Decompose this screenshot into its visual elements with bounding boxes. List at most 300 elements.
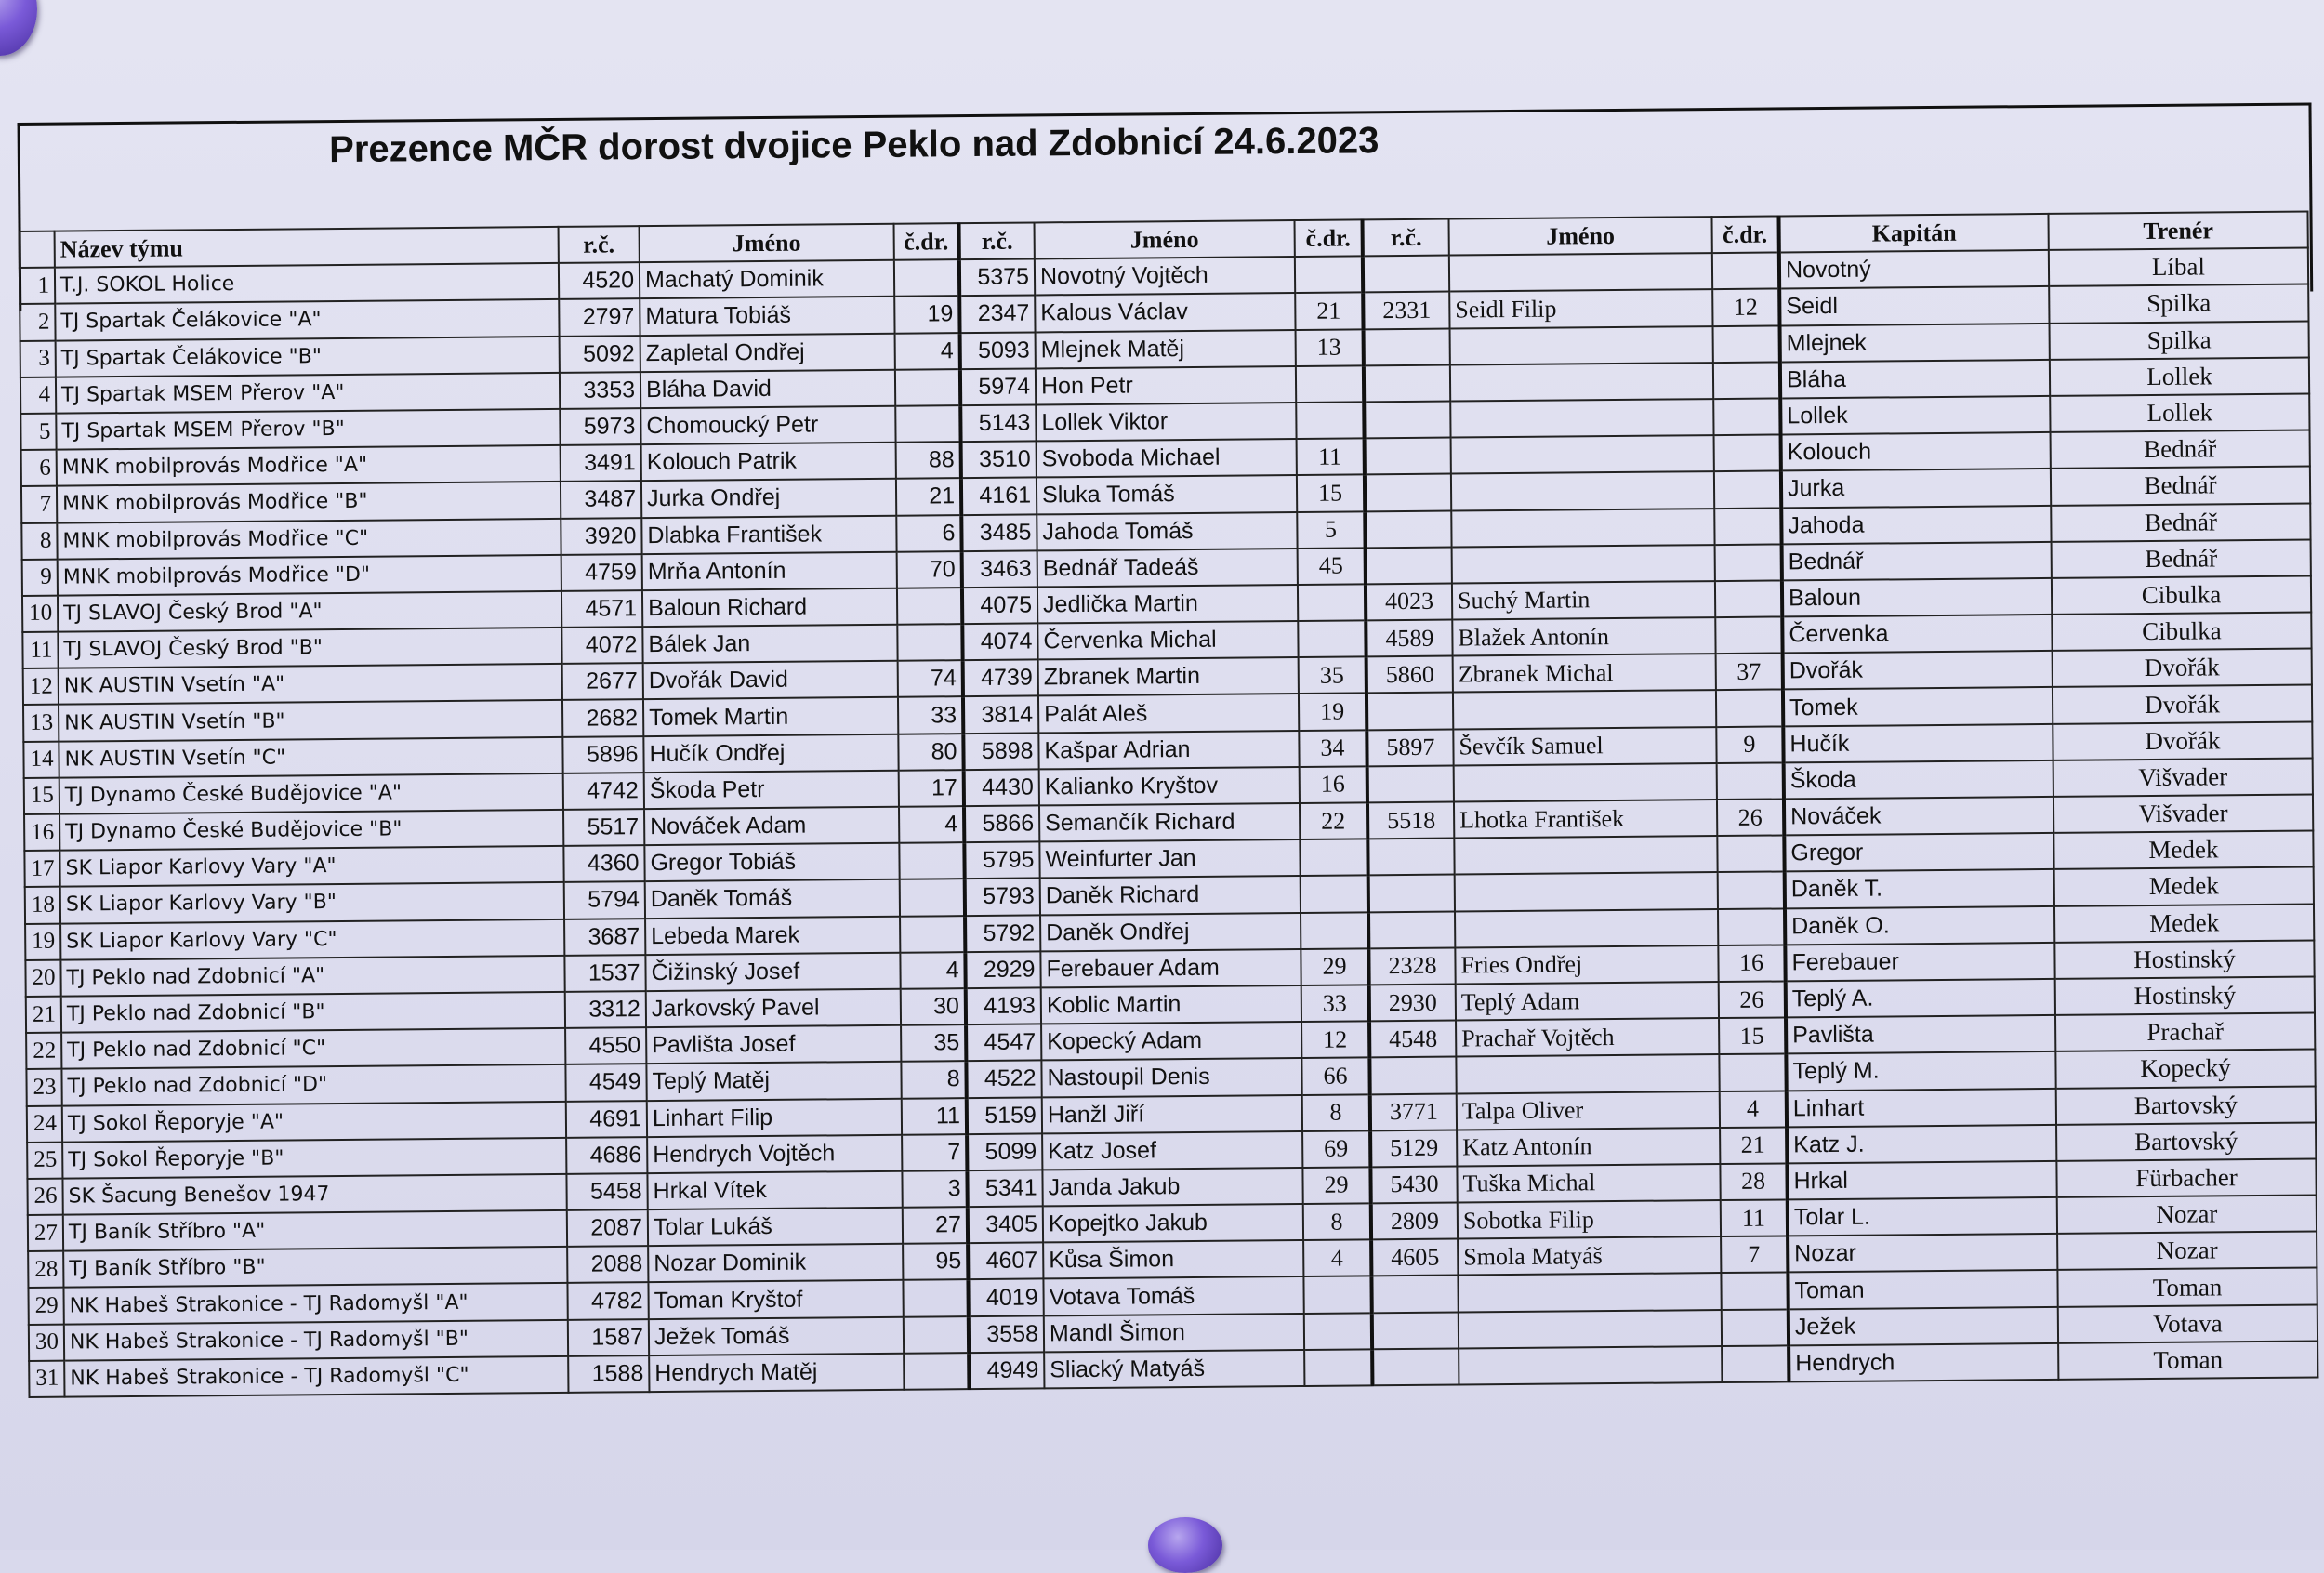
coach-cell: Hostinský — [2055, 976, 2315, 1015]
team-name-cell: SK Liapor Karlovy Vary "C" — [60, 919, 564, 959]
player2-name-cell: Bednář Tadeáš — [1037, 549, 1298, 588]
player3-rc-cell — [1366, 547, 1452, 584]
player2-rc-cell: 3463 — [962, 550, 1037, 588]
player3-name-cell — [1449, 253, 1712, 292]
player2-rc-cell: 5898 — [963, 733, 1038, 770]
player3-name-cell: Teplý Adam — [1456, 982, 1719, 1021]
player3-name-cell — [1455, 909, 1718, 948]
player2-rc-cell: 4019 — [968, 1279, 1043, 1316]
row-number-cell: 4 — [20, 377, 56, 414]
coach-cell: Višvader — [2053, 758, 2313, 797]
player3-rc-cell — [1367, 693, 1453, 730]
player3-rc-cell — [1372, 1312, 1459, 1349]
player1-rc-cell: 4782 — [567, 1283, 648, 1320]
player2-rc-cell: 4547 — [966, 1024, 1041, 1062]
player1-name-cell: Gregor Tobiáš — [644, 843, 899, 882]
header-cdr1: č.dr. — [894, 223, 959, 260]
player2-name-cell: Sliacký Matyáš — [1044, 1350, 1304, 1389]
row-number-cell: 29 — [28, 1288, 63, 1325]
player2-name-cell: Kopecký Adam — [1041, 1022, 1301, 1061]
player1-rc-cell: 4759 — [561, 554, 642, 591]
team-name-cell: TJ Spartak Čelákovice "B" — [56, 336, 560, 377]
player2-cdr-cell: 5 — [1297, 511, 1365, 549]
row-number-cell: 14 — [23, 741, 59, 778]
coach-cell: Nozar — [2057, 1196, 2317, 1235]
player2-rc-cell: 5093 — [960, 332, 1036, 369]
player1-name-cell: Daněk Tomáš — [645, 879, 900, 919]
captain-cell: Ježek — [1789, 1307, 2058, 1346]
row-number-cell: 20 — [25, 959, 60, 997]
coach-cell: Višvader — [2053, 794, 2313, 833]
player3-name-cell: Katz Antonín — [1457, 1128, 1720, 1167]
coach-cell: Bednář — [2051, 503, 2310, 542]
row-number-cell: 8 — [21, 522, 57, 560]
player1-rc-cell: 3353 — [560, 372, 640, 409]
player1-name-cell: Chomoucký Petr — [640, 406, 895, 445]
player2-name-cell: Kopejtko Jakub — [1043, 1204, 1303, 1243]
player2-cdr-cell — [1303, 1276, 1371, 1314]
player1-cdr-cell — [895, 405, 960, 443]
player2-name-cell: Hon Petr — [1036, 366, 1296, 405]
player1-name-cell: Bláha David — [640, 370, 895, 409]
player1-rc-cell: 4072 — [561, 627, 642, 664]
player1-name-cell: Teplý Matěj — [646, 1062, 901, 1101]
player3-cdr-cell: 9 — [1716, 726, 1783, 763]
captain-cell: Ferebauer — [1785, 943, 2054, 982]
coach-cell: Bednář — [2051, 467, 2310, 506]
player3-name-cell: Blažek Antonín — [1452, 617, 1715, 656]
player2-cdr-cell: 8 — [1303, 1203, 1371, 1240]
header-name2: Jméno — [1035, 220, 1295, 259]
player1-cdr-cell — [899, 842, 964, 879]
team-name-cell: TJ Spartak Čelákovice "A" — [55, 299, 559, 340]
player1-rc-cell: 4571 — [561, 590, 642, 628]
player3-cdr-cell: 11 — [1721, 1199, 1788, 1236]
player2-name-cell: Kůsa Šimon — [1043, 1240, 1303, 1279]
team-name-cell: NK AUSTIN Vsetín "B" — [59, 700, 562, 741]
player2-rc-cell: 3405 — [968, 1206, 1043, 1243]
player3-rc-cell: 5518 — [1367, 802, 1454, 839]
player3-name-cell — [1450, 363, 1713, 402]
team-name-cell: TJ Baník Stříbro "A" — [63, 1210, 567, 1251]
player2-rc-cell: 5792 — [965, 915, 1040, 952]
player1-cdr-cell: 70 — [897, 551, 962, 588]
player1-cdr-cell: 80 — [898, 734, 963, 771]
player1-rc-cell: 5458 — [566, 1173, 647, 1210]
player2-cdr-cell — [1295, 257, 1363, 294]
team-name-cell: NK AUSTIN Vsetín "A" — [59, 664, 562, 705]
row-number-cell: 7 — [21, 486, 57, 523]
player2-name-cell: Mandl Šimon — [1044, 1314, 1304, 1353]
captain-cell: Katz J. — [1787, 1125, 2056, 1164]
player2-rc-cell: 5974 — [960, 368, 1036, 405]
player3-cdr-cell — [1717, 836, 1784, 873]
captain-cell: Dvořák — [1783, 651, 2053, 690]
player1-rc-cell: 5517 — [563, 809, 644, 846]
player2-name-cell: Jedlička Martin — [1037, 585, 1298, 624]
player3-rc-cell: 2328 — [1368, 947, 1455, 985]
player2-cdr-cell — [1304, 1313, 1372, 1350]
captain-cell: Kolouch — [1781, 432, 2051, 471]
player2-rc-cell: 5866 — [964, 805, 1039, 842]
coach-cell: Medek — [2054, 904, 2314, 943]
player2-rc-cell: 4739 — [963, 660, 1038, 697]
captain-cell: Hrkal — [1787, 1161, 2056, 1200]
player2-name-cell: Nastoupil Denis — [1041, 1058, 1301, 1097]
player1-rc-cell: 3487 — [561, 481, 641, 518]
player3-name-cell: Tuška Michal — [1457, 1164, 1720, 1203]
player2-rc-cell: 5375 — [959, 259, 1035, 297]
player1-name-cell: Zapletal Ondřej — [640, 333, 895, 372]
header-name1: Jméno — [640, 224, 894, 263]
row-number-cell: 10 — [22, 596, 58, 633]
player3-name-cell — [1450, 399, 1713, 438]
coach-cell: Bartovský — [2056, 1122, 2316, 1161]
captain-cell: Lollek — [1780, 396, 2050, 435]
player3-rc-cell — [1363, 256, 1449, 293]
player3-name-cell: Smola Matyáš — [1458, 1236, 1721, 1276]
player3-rc-cell: 2331 — [1363, 292, 1449, 329]
player1-cdr-cell: 33 — [898, 697, 963, 734]
coach-cell: Dvořák — [2053, 649, 2312, 688]
player2-rc-cell: 4075 — [962, 587, 1037, 624]
player3-name-cell: Suchý Martin — [1452, 581, 1715, 620]
player3-cdr-cell: 7 — [1721, 1236, 1788, 1274]
player2-cdr-cell — [1301, 912, 1368, 949]
captain-cell: Bláha — [1780, 360, 2050, 399]
player3-name-cell — [1454, 836, 1717, 875]
player3-rc-cell: 2930 — [1369, 984, 1456, 1021]
player2-name-cell: Koblic Martin — [1041, 985, 1301, 1024]
row-number-cell: 23 — [26, 1069, 61, 1106]
header-index — [20, 231, 55, 269]
player2-cdr-cell — [1296, 365, 1364, 403]
player3-cdr-cell — [1713, 362, 1780, 399]
header-cdr2: č.dr. — [1295, 219, 1363, 257]
header-coach: Trenér — [2048, 211, 2307, 250]
player3-name-cell — [1459, 1346, 1722, 1385]
team-name-cell: TJ Peklo nad Zdobnicí "C" — [61, 1028, 565, 1069]
player1-rc-cell: 2682 — [562, 700, 643, 737]
table-body — [20, 248, 2318, 1397]
captain-cell: Teplý M. — [1786, 1051, 2055, 1091]
player1-cdr-cell — [900, 916, 965, 953]
player1-cdr-cell: 30 — [901, 988, 966, 1025]
player1-name-cell: Škoda Petr — [644, 771, 899, 810]
player3-name-cell: Talpa Oliver — [1457, 1091, 1720, 1130]
player3-name-cell — [1454, 763, 1717, 802]
player2-rc-cell: 3814 — [963, 696, 1038, 734]
player1-rc-cell: 2677 — [562, 663, 643, 700]
player2-cdr-cell: 29 — [1301, 948, 1368, 985]
player2-name-cell: Kašpar Adrian — [1038, 731, 1299, 770]
player1-cdr-cell: 74 — [898, 660, 963, 697]
header-team: Název týmu — [55, 227, 559, 268]
team-name-cell: SK Liapor Karlovy Vary "A" — [59, 846, 563, 887]
player1-rc-cell: 4742 — [563, 773, 644, 810]
player3-cdr-cell — [1714, 471, 1781, 509]
coach-cell: Spilka — [2050, 321, 2309, 360]
player3-cdr-cell — [1722, 1345, 1789, 1382]
coach-cell: Lollek — [2050, 393, 2309, 432]
header-cdr3: č.dr. — [1711, 216, 1778, 253]
player1-name-cell: Hendrych Vojtěch — [647, 1134, 902, 1173]
player2-rc-cell: 5159 — [967, 1097, 1042, 1134]
player1-rc-cell: 4550 — [565, 1027, 646, 1064]
player2-name-cell: Lollek Viktor — [1036, 403, 1296, 442]
player1-rc-cell: 5794 — [564, 882, 645, 919]
player1-name-cell: Nováček Adam — [644, 807, 899, 846]
coach-cell: Dvořák — [2053, 721, 2312, 760]
player3-name-cell — [1452, 545, 1715, 584]
player1-cdr-cell — [904, 1316, 969, 1354]
player1-rc-cell: 4360 — [563, 845, 644, 882]
player1-name-cell: Tomek Martin — [643, 697, 898, 736]
player1-name-cell: Tolar Lukáš — [648, 1208, 903, 1247]
player2-name-cell: Mlejnek Matěj — [1036, 330, 1296, 369]
player2-cdr-cell: 35 — [1299, 657, 1367, 694]
coach-cell: Toman — [2058, 1341, 2317, 1380]
player1-cdr-cell — [904, 1353, 969, 1390]
player3-name-cell — [1455, 872, 1718, 911]
player3-rc-cell: 5860 — [1367, 656, 1453, 694]
player1-name-cell: Hendrych Matěj — [649, 1354, 904, 1393]
player1-cdr-cell: 11 — [902, 1098, 967, 1135]
player2-cdr-cell — [1304, 1349, 1372, 1386]
player1-name-cell: Jurka Ondřej — [641, 479, 896, 518]
captain-cell: Hendrych — [1789, 1343, 2058, 1382]
team-name-cell: TJ Sokol Řeporyje "B" — [62, 1138, 566, 1179]
player2-name-cell: Daněk Richard — [1040, 876, 1301, 915]
captain-cell: Gregor — [1784, 833, 2053, 872]
player3-rc-cell — [1368, 875, 1455, 912]
player2-name-cell: Votava Tomáš — [1043, 1276, 1303, 1315]
player3-name-cell — [1451, 435, 1714, 474]
player3-rc-cell: 3771 — [1370, 1093, 1457, 1130]
team-name-cell: SK Šacung Benešov 1947 — [62, 1174, 566, 1215]
player3-cdr-cell: 16 — [1718, 945, 1785, 982]
player3-cdr-cell: 28 — [1720, 1163, 1787, 1200]
row-number-cell: 21 — [26, 997, 61, 1034]
player1-rc-cell: 3491 — [561, 444, 641, 482]
player3-cdr-cell: 21 — [1720, 1127, 1787, 1164]
player2-cdr-cell: 19 — [1299, 694, 1367, 731]
team-name-cell: MNK mobilprovás Modřice "C" — [57, 518, 561, 559]
header-name3: Jméno — [1449, 217, 1712, 256]
player2-rc-cell: 3485 — [961, 514, 1037, 551]
team-name-cell: TJ Dynamo České Budějovice "A" — [59, 773, 563, 814]
captain-cell: Daněk T. — [1785, 869, 2054, 908]
team-name-cell: NK Habeš Strakonice - TJ Radomyšl "B" — [64, 1320, 568, 1361]
header-rc3: r.č. — [1363, 219, 1449, 257]
player2-cdr-cell: 69 — [1302, 1130, 1370, 1168]
captain-cell: Jahoda — [1781, 505, 2051, 544]
player2-rc-cell: 4193 — [966, 987, 1041, 1024]
player3-rc-cell — [1369, 1057, 1456, 1094]
player3-cdr-cell — [1718, 908, 1785, 945]
player2-cdr-cell: 11 — [1297, 438, 1365, 475]
player3-cdr-cell — [1715, 617, 1782, 654]
player1-cdr-cell: 17 — [899, 770, 964, 807]
team-name-cell: NK Habeš Strakonice - TJ Radomyšl "A" — [63, 1283, 567, 1324]
player2-rc-cell: 5341 — [967, 1170, 1042, 1207]
row-number-cell: 30 — [29, 1324, 64, 1361]
player1-cdr-cell: 3 — [902, 1170, 967, 1208]
row-number-cell: 17 — [24, 851, 59, 888]
row-number-cell: 13 — [23, 705, 59, 742]
row-number-cell: 15 — [24, 777, 59, 814]
row-number-cell: 18 — [25, 887, 60, 924]
player2-cdr-cell: 15 — [1297, 475, 1365, 512]
player3-cdr-cell: 12 — [1712, 289, 1779, 326]
captain-cell: Nozar — [1788, 1234, 2057, 1273]
player1-name-cell: Hučík Ondřej — [643, 734, 898, 773]
row-number-cell: 16 — [24, 814, 59, 852]
player2-cdr-cell: 12 — [1301, 1021, 1369, 1058]
player1-name-cell: Mrňa Antonín — [642, 551, 897, 590]
player3-rc-cell — [1365, 474, 1451, 511]
player1-rc-cell: 5092 — [560, 336, 640, 373]
player3-name-cell — [1451, 471, 1714, 510]
captain-cell: Pavlišta — [1786, 1015, 2055, 1054]
captain-cell: Tolar L. — [1788, 1197, 2057, 1236]
player2-name-cell: Sluka Tomáš — [1037, 475, 1297, 514]
player2-rc-cell: 4949 — [969, 1352, 1044, 1389]
player1-cdr-cell: 35 — [901, 1024, 966, 1062]
player3-name-cell: Ševčík Samuel — [1453, 727, 1716, 766]
player3-name-cell — [1451, 509, 1714, 548]
player2-cdr-cell: 21 — [1295, 293, 1363, 330]
player2-rc-cell: 4161 — [961, 478, 1037, 515]
player2-cdr-cell: 33 — [1301, 985, 1369, 1022]
player1-cdr-cell — [900, 879, 965, 917]
coach-cell: Medek — [2053, 831, 2313, 870]
player1-cdr-cell: 88 — [896, 442, 961, 479]
player3-rc-cell: 5430 — [1370, 1166, 1457, 1203]
page-title: Prezence MČR dorost dvojice Peklo nad Zdobnicí 24.6.2023 — [328, 120, 1380, 171]
player3-cdr-cell: 37 — [1716, 654, 1783, 691]
player1-name-cell: Čižinský Josef — [645, 952, 900, 991]
player2-name-cell: Weinfurter Jan — [1039, 839, 1300, 879]
player3-rc-cell — [1367, 765, 1454, 802]
player1-cdr-cell: 7 — [902, 1134, 967, 1171]
player3-name-cell: Zbranek Michal — [1453, 654, 1716, 693]
captain-cell: Toman — [1788, 1270, 2057, 1309]
player2-rc-cell: 4430 — [964, 769, 1039, 806]
attendance-sheet — [17, 46, 2317, 1392]
captain-cell: Mlejnek — [1780, 323, 2050, 362]
player1-name-cell: Linhart Filip — [647, 1098, 902, 1137]
row-number-cell: 26 — [27, 1178, 62, 1215]
player3-cdr-cell — [1713, 398, 1780, 435]
row-number-cell: 22 — [26, 1033, 61, 1070]
player2-cdr-cell: 29 — [1302, 1167, 1370, 1204]
player3-rc-cell — [1364, 401, 1450, 438]
captain-cell: Červenka — [1782, 615, 2052, 654]
captain-cell: Nováček — [1784, 797, 2053, 836]
player3-name-cell: Seidl Filip — [1449, 289, 1712, 328]
player3-cdr-cell: 4 — [1720, 1091, 1787, 1128]
player3-rc-cell: 4589 — [1366, 620, 1452, 657]
player2-name-cell: Hanžl Jiří — [1042, 1094, 1302, 1133]
captain-cell: Daněk O. — [1785, 905, 2054, 945]
coach-cell: Líbal — [2049, 248, 2308, 287]
player3-rc-cell — [1368, 911, 1455, 948]
header-rc1: r.č. — [559, 226, 640, 263]
player1-cdr-cell: 8 — [901, 1061, 966, 1098]
player3-cdr-cell: 15 — [1719, 1018, 1786, 1055]
player1-name-cell: Bálek Jan — [642, 625, 897, 664]
player3-cdr-cell — [1716, 690, 1783, 727]
player2-cdr-cell: 45 — [1298, 548, 1366, 585]
player2-rc-cell: 4522 — [966, 1061, 1041, 1098]
row-number-cell: 2 — [20, 304, 55, 341]
player2-name-cell: Červenka Michal — [1037, 621, 1298, 660]
player3-cdr-cell — [1717, 762, 1784, 800]
player2-cdr-cell — [1298, 584, 1366, 621]
captain-cell: Hučík — [1783, 724, 2053, 763]
team-name-cell: TJ Dynamo České Budějovice "B" — [59, 810, 563, 851]
player1-rc-cell: 2088 — [567, 1246, 648, 1283]
player1-cdr-cell: 6 — [896, 515, 961, 552]
player3-cdr-cell — [1721, 1273, 1788, 1310]
coach-cell: Hostinský — [2054, 940, 2314, 979]
player3-rc-cell — [1364, 328, 1450, 365]
row-number-cell: 9 — [22, 559, 58, 596]
player1-cdr-cell — [895, 369, 960, 406]
team-name-cell: MNK mobilprovás Modřice "D" — [58, 555, 561, 596]
coach-cell: Spilka — [2049, 284, 2308, 324]
captain-cell: Tomek — [1783, 687, 2053, 726]
coach-cell: Nozar — [2057, 1232, 2317, 1271]
player3-rc-cell: 4548 — [1369, 1021, 1456, 1058]
captain-cell: Jurka — [1781, 469, 2051, 508]
player2-name-cell: Palát Aleš — [1038, 694, 1299, 733]
row-number-cell: 24 — [27, 1105, 62, 1143]
player3-name-cell — [1456, 1054, 1719, 1093]
row-number-cell: 11 — [22, 632, 58, 669]
player1-cdr-cell: 27 — [903, 1207, 968, 1244]
team-name-cell: NK AUSTIN Vsetín "C" — [59, 737, 562, 778]
player2-name-cell: Kalous Václav — [1035, 293, 1295, 332]
team-name-cell: TJ Peklo nad Zdobnicí "A" — [60, 956, 564, 997]
player3-name-cell: Fries Ondřej — [1455, 945, 1718, 985]
player3-rc-cell: 4023 — [1366, 583, 1452, 620]
player2-name-cell: Novotný Vojtěch — [1035, 257, 1295, 296]
player1-rc-cell: 5973 — [560, 408, 640, 445]
player2-rc-cell: 3510 — [961, 442, 1037, 479]
row-number-cell: 3 — [20, 340, 56, 377]
coach-cell: Lollek — [2050, 357, 2309, 396]
player1-name-cell: Dvořák David — [643, 661, 898, 700]
player3-cdr-cell — [1714, 508, 1781, 545]
row-number-cell: 5 — [20, 414, 56, 451]
coach-cell: Bednář — [2051, 430, 2310, 469]
player1-rc-cell: 4520 — [559, 262, 640, 299]
player3-name-cell: Prachař Vojtěch — [1456, 1018, 1719, 1057]
coach-cell: Fürbacher — [2056, 1158, 2316, 1197]
player2-cdr-cell — [1301, 876, 1368, 913]
player2-name-cell: Jahoda Tomáš — [1037, 511, 1297, 550]
player1-cdr-cell — [903, 1280, 968, 1317]
player1-cdr-cell: 4 — [895, 333, 960, 370]
player1-name-cell: Lebeda Marek — [645, 916, 900, 955]
player2-cdr-cell — [1298, 620, 1366, 657]
player3-name-cell — [1459, 1310, 1722, 1349]
player1-rc-cell: 4691 — [566, 1101, 647, 1138]
player2-rc-cell: 3558 — [969, 1315, 1044, 1353]
player1-rc-cell: 4686 — [566, 1137, 647, 1174]
